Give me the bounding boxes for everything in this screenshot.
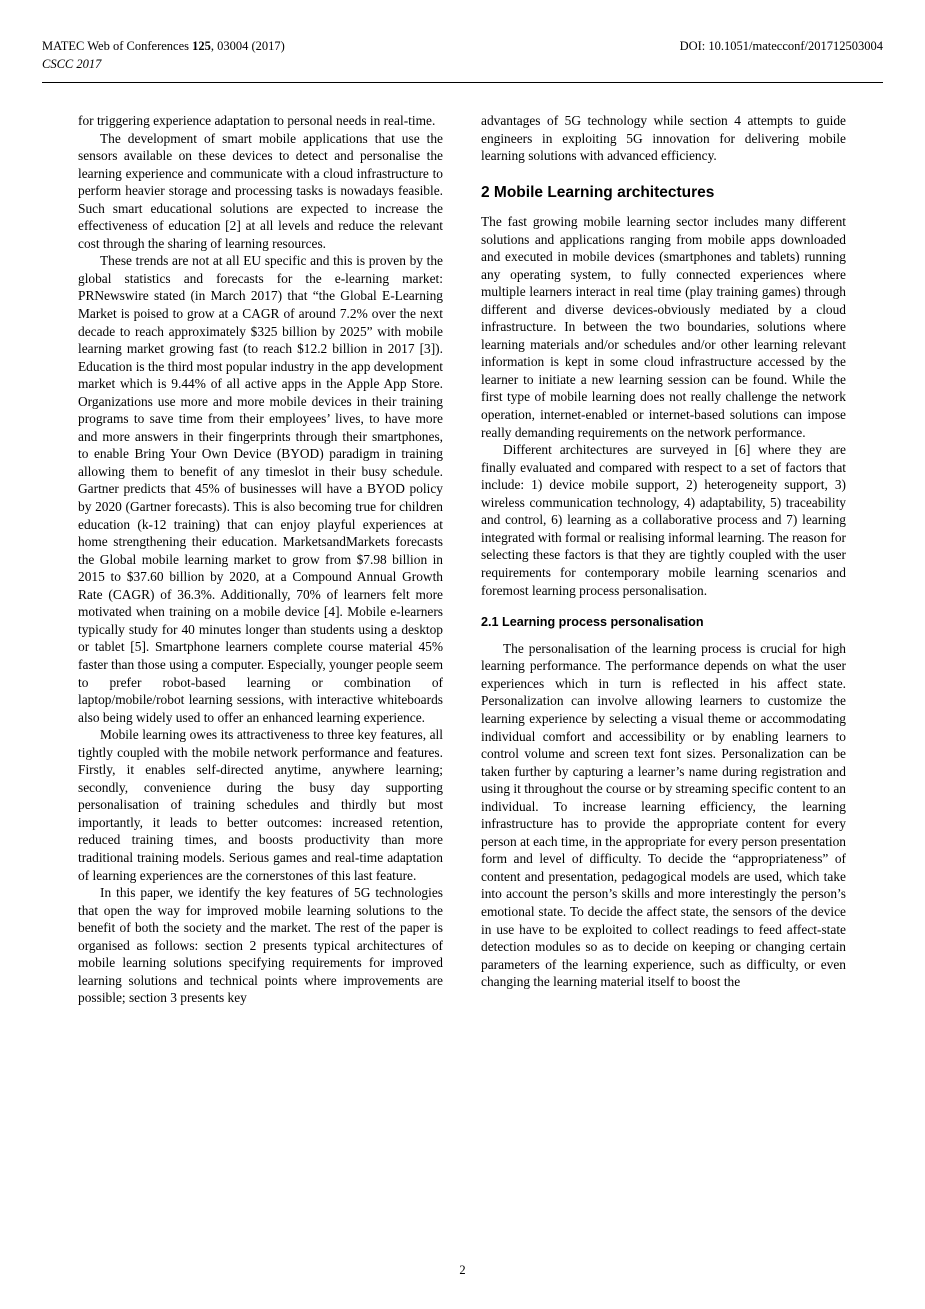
journal-title: MATEC Web of Conferences [42,39,189,53]
header-divider [42,82,883,83]
paragraph: The development of smart mobile applications that use the sensors available on these devices to detect and personalise the learning experience and communicate with a cloud infrastructure to perform heavier storage and processing tasks is nowadays feasible. Such smart educational solutions are expected to increase the effectiveness of education [2] at all levels and reduce the relevant cost through the sharing of learning resources. [78,130,443,251]
journal-reference [42,38,285,55]
paragraph: The fast growing mobile learning sector includes many different solutions and applications ranging from mobile apps downloaded and executed in mobile devices (smartphones and tablets) running any operating system, to fully connected experiences where multiple learners interact in real time (play training games) through different and diverse devices-obviously mediated by a cloud infrastructure. In between the two boundaries, solutions where learning materials and/or schedules and/or other learning relevant information is kept in some cloud infrastructure accessed by the learner to initiate a new learning session can be found. While the first type of mobile learning does not really challenge the network operation, internet-enabled or internet-based solutions can impose really demanding requirements on the network performance. [481,214,846,440]
two-column-body [78,112,846,1007]
paragraph: The personalisation of the learning process is crucial for high learning performance. The performance depends on what the user experiences which in turn is reflected in his affect state. Personalization can involve allowing learners to customize the learning experience by selecting a visual theme or accommodating individual comfort and accessibility or by enabling learners to control volume and screen text font sizes. Personalization can be taken further by capturing a learner’s name during registration and using it throughout the course or by streaming specific content to an individual. To increase learning efficiency, the learning infrastructure has to provide the appropriate content for every person at each time, in the appropriate for every person presentation form and level of difficulty. To decide the “appropriateness” of content and presentation, pedagogical models are used, which take into account the person’s skills and more interestingly the person’s emotional state. To decide the affect state, the sensors of the device in use have to be exploited to collect readings to feed affect-state detection modules so as to decide on keeping or changing certain parameters of the learning experience, such as difficulty, or even changing the learning material itself to boost the [481,640,846,990]
subsection-heading: 2.1 Learning process personalisation [481,615,704,630]
paragraph: In this paper, we identify the key features of 5G technologies that open the way for improved mobile learning solutions to the benefit of both the society and the market. The rest of the paper is organised as follows: section 2 presents typical architectures of mobile learning solutions specifying requirements for improved learning solutions and technical points where improvements are possible; section 3 presents key [78,885,443,1006]
page-header [42,38,883,72]
paragraph: These trends are not at all EU specific and this is proven by the global statistics and forecasts for the e-learning market: PRNewswire stated (in March 2017) that “the Global E-Learning Market is poised to grow at a CAGR of around 7.2% over the next decade to reach approximately $325 billion by 2025” with mobile learning market growing fast (to reach $12.2 billion in 2017 [3]). Education is the third most popular industry in the app development market which is 9.44% of all active apps in the Apple App Store. Organizations use more and more mobile devices in their training programs to save time from their employees’ lives, to have more and more answers in their fingerprints through their smartphones, to enable Bring Your Own Device (BYOD) paradigm in training allowing them to benefit of any timeslot in their busy schedule. Gartner predicts that 45% of businesses will have a BYOD policy by 2020 (Gartner forecasts). This is also becoming true for children education (k-12 training) that can enjoy playful experiences at home strengthening their education. MarketsandMarkets forecasts the Global mobile learning market to grow from $7.98 billion in 2015 to $37.60 billion by 2020, at a Compound Annual Growth Rate (CAGR) of 36.3%. Additionally, 70% of learners felt more motivated when training on a mobile device [4]. Mobile e-learners typically study for 40 minutes longer than students using a desktop or tablet [5]. Smartphone learners complete course material 45% faster than those using a computer. Especially, younger people seem to prefer robot-based learning or combination of laptop/mobile/robot learning sessions, with interactive whiteboards also being widely used to offer an enhanced learning experience. [78,253,443,725]
section-heading: 2 Mobile Learning architectures [481,183,715,201]
paragraph: advantages of 5G technology while section 4 attempts to guide engineers in exploiting 5G innovation for delivering mobile learning solutions with advanced efficiency. [481,113,846,164]
left-column [78,112,443,1007]
journal-article-number: , 03004 (2017) [210,39,285,53]
header-top-row [42,38,883,55]
paragraph: for triggering experience adaptation to personal needs in real-time. [78,113,436,128]
journal-volume: 125 [192,39,211,53]
paragraph: Mobile learning owes its attractiveness to three key features, all tightly coupled with the mobile network performance and features. Firstly, it enables self-directed anytime, anywhere learning; secondly, convenience during the busy day supporting personalisation of training schedules and thirdly but most importantly, it leads to better outcomes: increased retention, reduced training times, and boosts productivity than more traditional training models. Serious games and real-time adaptation of learning experiences are the cornerstones of this last feature. [78,727,443,883]
page-number: 2 [459,1263,466,1277]
paragraph: Different architectures are surveyed in [6] where they are finally evaluated and compared with respect to a set of factors that include: 1) device mobile support, 2) heterogeneity support, 3) wireless communication technology, 4) adaptability, 5) traceability and control, 6) learning as a collaborative process and 7) learning integrated with formal or realising informal learning. The reason for selecting these factors is that they are tightly coupled with the user requirements for contemporary mobile learning scenarios and foremost learning process personalisation. [481,442,846,598]
conference-name: CSCC 2017 [42,56,102,71]
right-column [481,112,846,1007]
doi-text: DOI: 10.1051/matecconf/201712503004 [679,39,883,53]
